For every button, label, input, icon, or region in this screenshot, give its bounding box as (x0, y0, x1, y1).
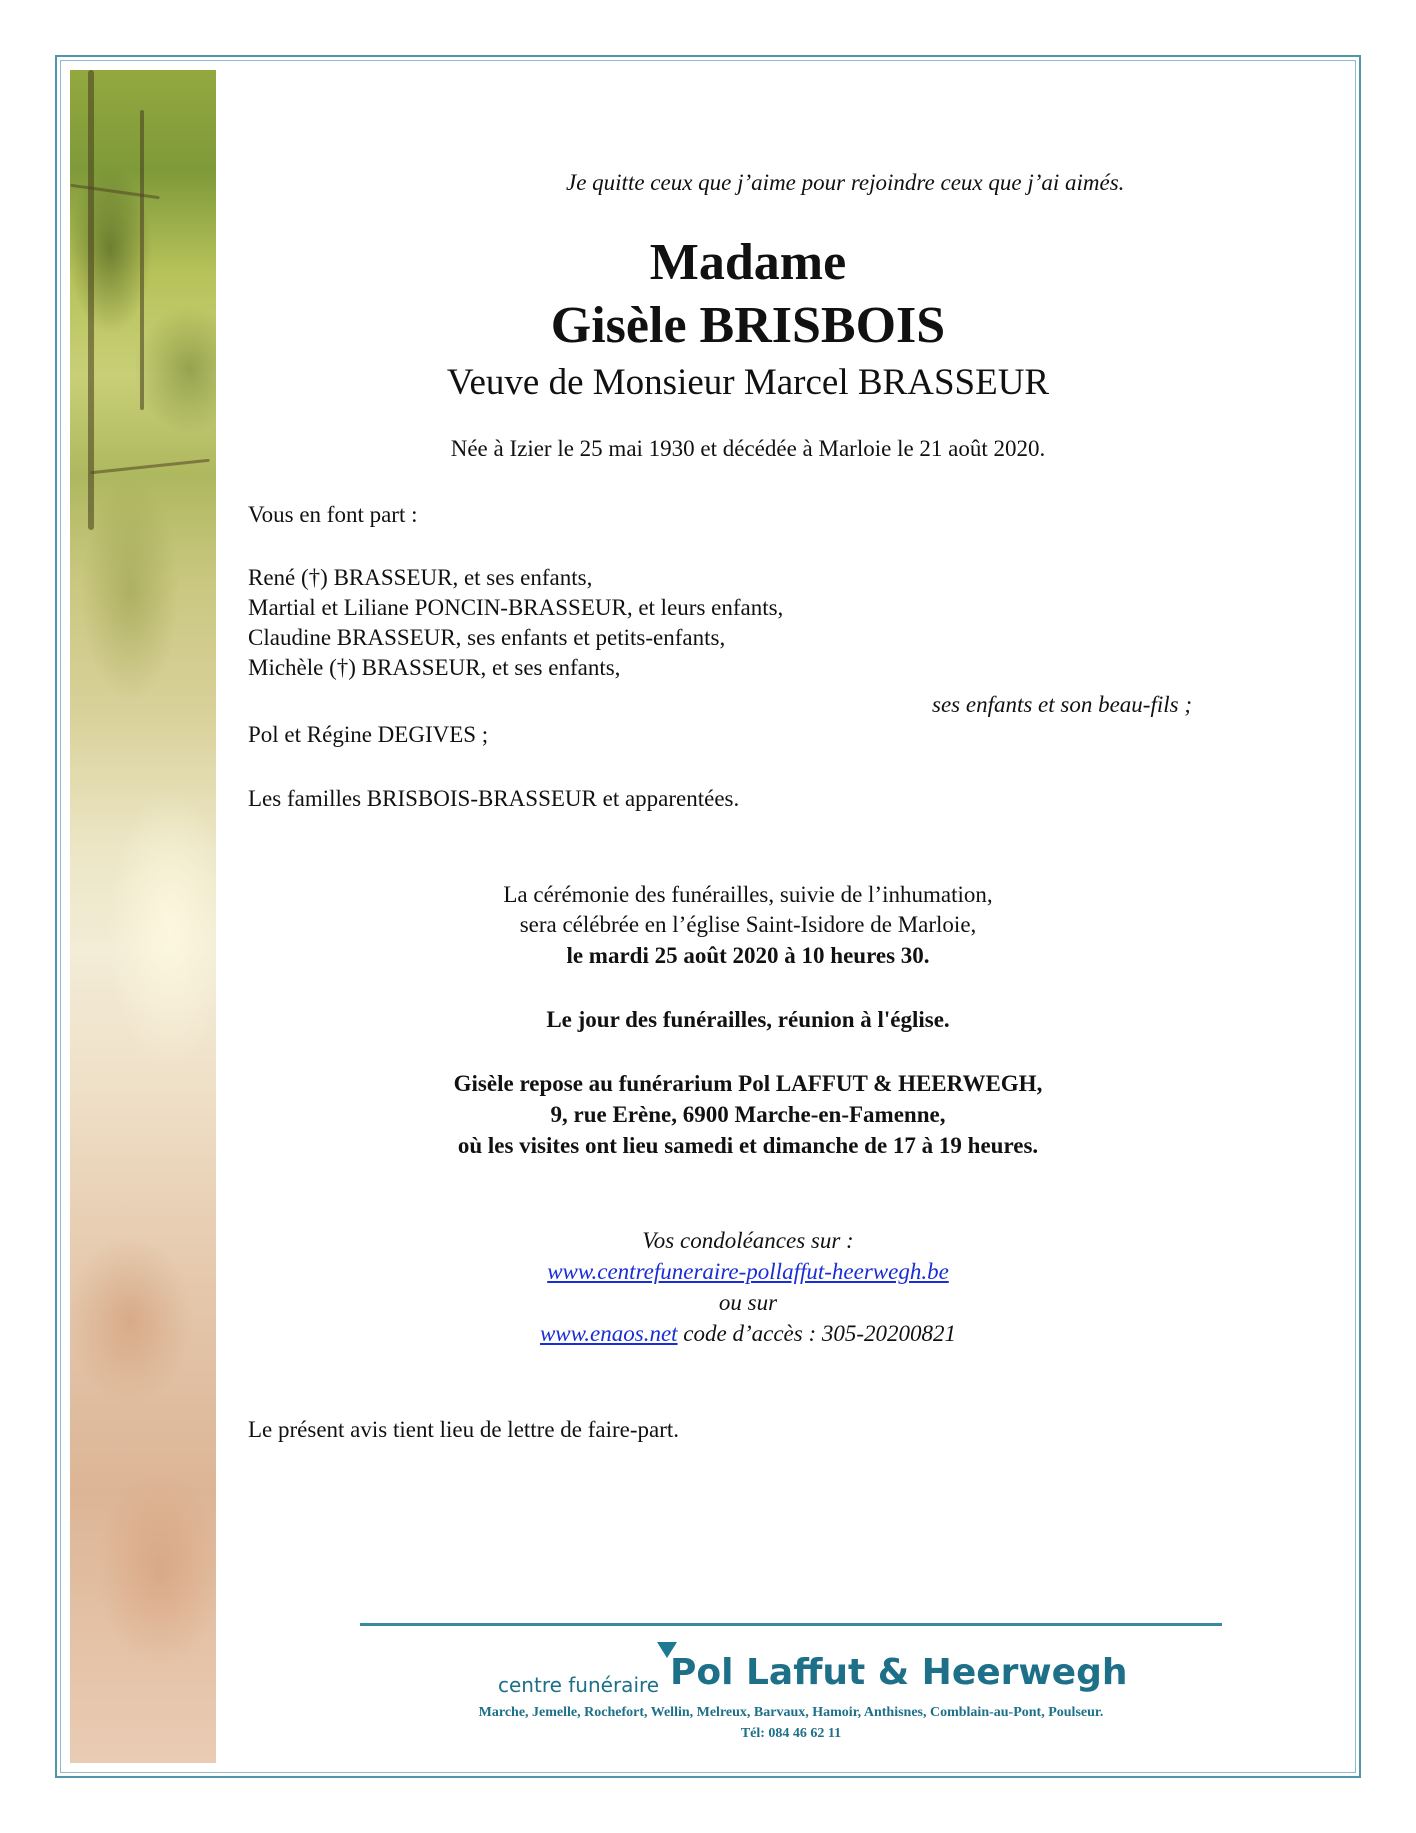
condolences-link-1[interactable]: www.centrefuneraire-pollaffut-heerwegh.be (547, 1259, 949, 1284)
meeting-note: Le jour des funérailles, réunion à l'église. (546, 1007, 950, 1032)
family-member: Claudine BRASSEUR, ses enfants et petits-enfants, (248, 625, 726, 650)
tree-branch (70, 184, 160, 199)
condolences-intro: Vos condoléances sur : (642, 1228, 854, 1253)
condolences-link-row-2 (380, 1319, 1116, 1349)
family-member: Martial et Liliane PONCIN-BRASSEUR, et leurs enfants, (248, 595, 784, 620)
forest-photo-strip (70, 70, 216, 1763)
family-degives: Pol et Régine DEGIVES ; (248, 722, 489, 747)
subtitle-widow: Veuve de Monsieur Marcel BRASSEUR (446, 362, 1050, 403)
title-name: Gisèle BRISBOIS (550, 297, 946, 354)
logo-name: Pol Laffut & Heerwegh (670, 1652, 1128, 1693)
access-code: code d’accès : 305-20200821 (683, 1321, 957, 1346)
logo-subtitle: centre funéraire (498, 1673, 660, 1697)
ceremony-line-2: sera célébrée en l’église Saint-Isidore de Marloie, (519, 912, 977, 937)
family-others: Les familles BRISBOIS-BRASSEUR et apparentées. (248, 786, 740, 811)
notice: Le présent avis tient lieu de lettre de faire-part. (248, 1417, 680, 1442)
repose-line-1: Gisèle repose au funérarium Pol LAFFUT & HEERWEGH, (453, 1071, 1043, 1096)
condolences-link-2[interactable]: www.enaos.net (539, 1321, 678, 1346)
footer-divider (360, 1623, 1222, 1626)
footer-towns: Marche, Jemelle, Rochefort, Wellin, Melreux, Barvaux, Hamoir, Anthisnes, Comblain-au-Pont, Poulseur. (478, 1705, 1104, 1720)
tree-branch (90, 459, 210, 475)
tree-trunk (140, 110, 144, 410)
repose-address: 9, rue Erène, 6900 Marche-en-Famenne, (550, 1102, 946, 1127)
ceremony-date: le mardi 25 août 2020 à 10 heures 30. (566, 943, 930, 968)
tree-trunk (88, 70, 94, 530)
quote: Je quitte ceux que j’aime pour rejoindre ceux que j’ai aimés. (566, 170, 1125, 195)
footer-phone: Tél: 084 46 62 11 (740, 1726, 842, 1741)
condolences-link-row (380, 1257, 1116, 1287)
family-member: Michèle (†) BRASSEUR, et ses enfants, (248, 655, 621, 680)
repose-visits: où les visites ont lieu samedi et dimanche de 17 à 19 heures. (457, 1133, 1039, 1158)
title-madame: Madame (649, 234, 847, 291)
announce-intro: Vous en font part : (248, 502, 418, 527)
birth-death-line: Née à Izier le 25 mai 1930 et décédée à Marloie le 21 août 2020. (450, 436, 1046, 461)
ceremony-line-1: La cérémonie des funérailles, suivie de l’inhumation, (503, 882, 993, 907)
family-member: René (†) BRASSEUR, et ses enfants, (248, 565, 593, 590)
family-summary: ses enfants et son beau-fils ; (932, 692, 1192, 717)
condolences-or: ou sur (718, 1290, 778, 1315)
